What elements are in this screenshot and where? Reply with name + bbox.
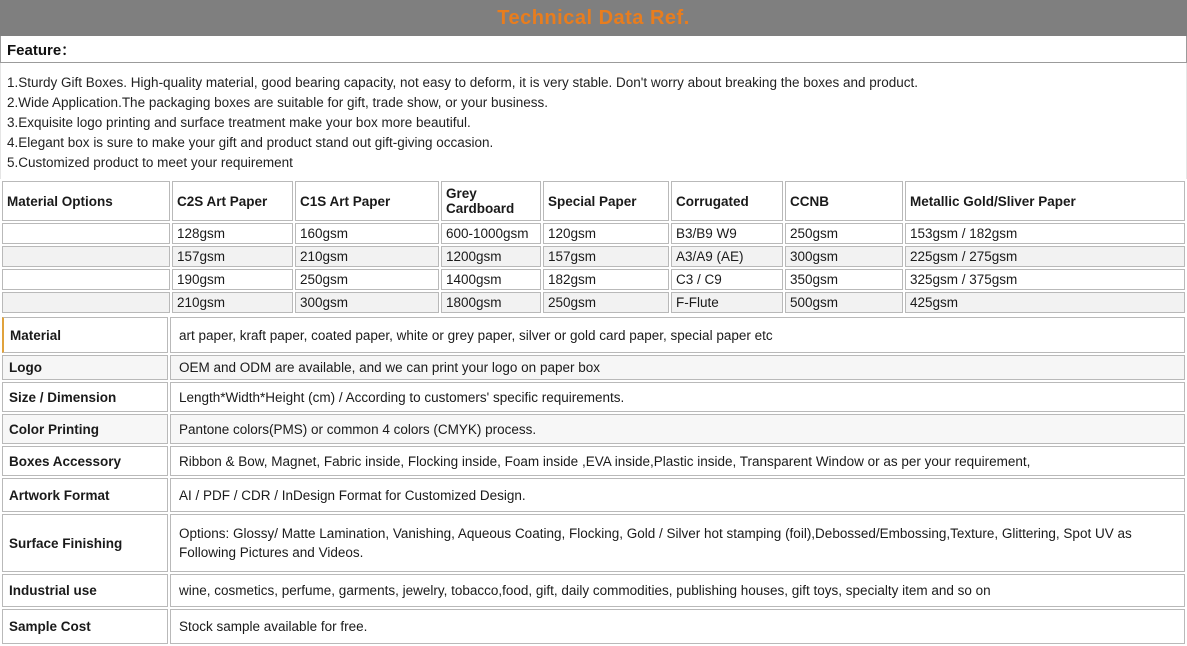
materials-cell: 1800gsm <box>441 292 541 313</box>
materials-cell: 250gsm <box>785 223 903 244</box>
materials-cell: 1200gsm <box>441 246 541 267</box>
attribute-row <box>2 574 1185 607</box>
feature-item: 3.Exquisite logo printing and surface treatment make your box more beautiful. <box>7 115 471 130</box>
feature-item: 2.Wide Application.The packaging boxes are suitable for gift, trade show, or your business. <box>7 95 549 110</box>
attribute-label: Color Printing <box>2 414 168 444</box>
materials-row <box>2 292 1185 313</box>
materials-cell: 600-1000gsm <box>441 223 541 244</box>
materials-cell: 182gsm <box>543 269 669 290</box>
materials-cell: 210gsm <box>172 292 293 313</box>
feature-item: 4.Elegant box is sure to make your gift and product stand out gift-giving occasion. <box>7 135 494 150</box>
materials-cell: 153gsm / 182gsm <box>905 223 1185 244</box>
page-title: Technical Data Ref. <box>497 6 690 29</box>
materials-column-header: Metallic Gold/Sliver Paper <box>905 181 1185 221</box>
feature-list <box>0 63 1187 179</box>
attribute-row <box>2 355 1185 380</box>
materials-column-header: C1S Art Paper <box>295 181 439 221</box>
attribute-label: Artwork Format <box>2 478 168 512</box>
attribute-label: Boxes Accessory <box>2 446 168 476</box>
attribute-row <box>2 414 1185 444</box>
materials-column-header: C2S Art Paper <box>172 181 293 221</box>
attribute-label: Sample Cost <box>2 609 168 644</box>
materials-table-body <box>2 223 1185 313</box>
materials-cell <box>2 269 170 290</box>
attribute-label: Material <box>2 317 168 353</box>
materials-column-header: CCNB <box>785 181 903 221</box>
attribute-value: AI / PDF / CDR / InDesign Format for Customized Design. <box>170 478 1185 512</box>
materials-cell: 250gsm <box>295 269 439 290</box>
materials-cell: F-Flute <box>671 292 783 313</box>
materials-cell: B3/B9 W9 <box>671 223 783 244</box>
attribute-value: OEM and ODM are available, and we can print your logo on paper box <box>170 355 1185 380</box>
materials-cell: 128gsm <box>172 223 293 244</box>
attributes-table-body <box>2 317 1185 644</box>
attribute-value: Length*Width*Height (cm) / According to customers' specific requirements. <box>170 382 1185 412</box>
materials-row <box>2 246 1185 267</box>
attribute-label: Industrial use <box>2 574 168 607</box>
materials-column-header: Corrugated <box>671 181 783 221</box>
attribute-row <box>2 609 1185 644</box>
attribute-value: Stock sample available for free. <box>170 609 1185 644</box>
feature-heading-label: Feature： <box>7 41 77 59</box>
materials-cell: C3 / C9 <box>671 269 783 290</box>
materials-cell: 300gsm <box>785 246 903 267</box>
feature-heading <box>0 36 1187 63</box>
attribute-row <box>2 382 1185 412</box>
attribute-label: Logo <box>2 355 168 380</box>
attribute-row <box>2 446 1185 476</box>
materials-cell <box>2 223 170 244</box>
attributes-table <box>0 315 1187 646</box>
materials-cell: 157gsm <box>172 246 293 267</box>
attribute-row <box>2 478 1185 512</box>
materials-cell: 160gsm <box>295 223 439 244</box>
materials-cell: 190gsm <box>172 269 293 290</box>
attribute-value: art paper, kraft paper, coated paper, white or grey paper, silver or gold card paper, special paper etc <box>170 317 1185 353</box>
materials-table-header <box>2 181 1185 221</box>
materials-cell: 1400gsm <box>441 269 541 290</box>
attribute-row <box>2 317 1185 353</box>
materials-cell: 157gsm <box>543 246 669 267</box>
title-bar <box>0 0 1187 36</box>
attribute-value: Pantone colors(PMS) or common 4 colors (CMYK) process. <box>170 414 1185 444</box>
materials-header-row <box>2 181 1185 221</box>
feature-item: 1.Sturdy Gift Boxes. High-quality material, good bearing capacity, not easy to deform, it is very stable. Don't worry about breaking the boxes and product. <box>7 75 919 90</box>
materials-cell: 325gsm / 375gsm <box>905 269 1185 290</box>
attribute-label: Surface Finishing <box>2 514 168 572</box>
materials-row <box>2 269 1185 290</box>
materials-cell: 500gsm <box>785 292 903 313</box>
materials-column-header: Grey Cardboard <box>441 181 541 221</box>
materials-column-header: Special Paper <box>543 181 669 221</box>
attribute-value: wine, cosmetics, perfume, garments, jewelry, tobacco,food, gift, daily commodities, publishing houses, gift toys, specialty item and so on <box>170 574 1185 607</box>
materials-column-header: Material Options <box>2 181 170 221</box>
materials-cell: 225gsm / 275gsm <box>905 246 1185 267</box>
materials-row <box>2 223 1185 244</box>
materials-table <box>0 179 1187 315</box>
materials-cell: 350gsm <box>785 269 903 290</box>
materials-cell <box>2 246 170 267</box>
materials-cell: 120gsm <box>543 223 669 244</box>
attribute-value: Options: Glossy/ Matte Lamination, Vanishing, Aqueous Coating, Flocking, Gold / Silver hot stamping (foil),Debossed/Embossing,Texture, Glittering, Spot UV as Following Pictures and Videos. <box>170 514 1185 572</box>
materials-cell <box>2 292 170 313</box>
materials-cell: A3/A9 (AE) <box>671 246 783 267</box>
materials-cell: 210gsm <box>295 246 439 267</box>
feature-item: 5.Customized product to meet your requirement <box>7 155 293 170</box>
attribute-value: Ribbon & Bow, Magnet, Fabric inside, Flocking inside, Foam inside ,EVA inside,Plastic inside, Transparent Window or as per your requirement, <box>170 446 1185 476</box>
materials-cell: 250gsm <box>543 292 669 313</box>
attribute-row <box>2 514 1185 572</box>
materials-cell: 300gsm <box>295 292 439 313</box>
attribute-label: Size / Dimension <box>2 382 168 412</box>
materials-cell: 425gsm <box>905 292 1185 313</box>
